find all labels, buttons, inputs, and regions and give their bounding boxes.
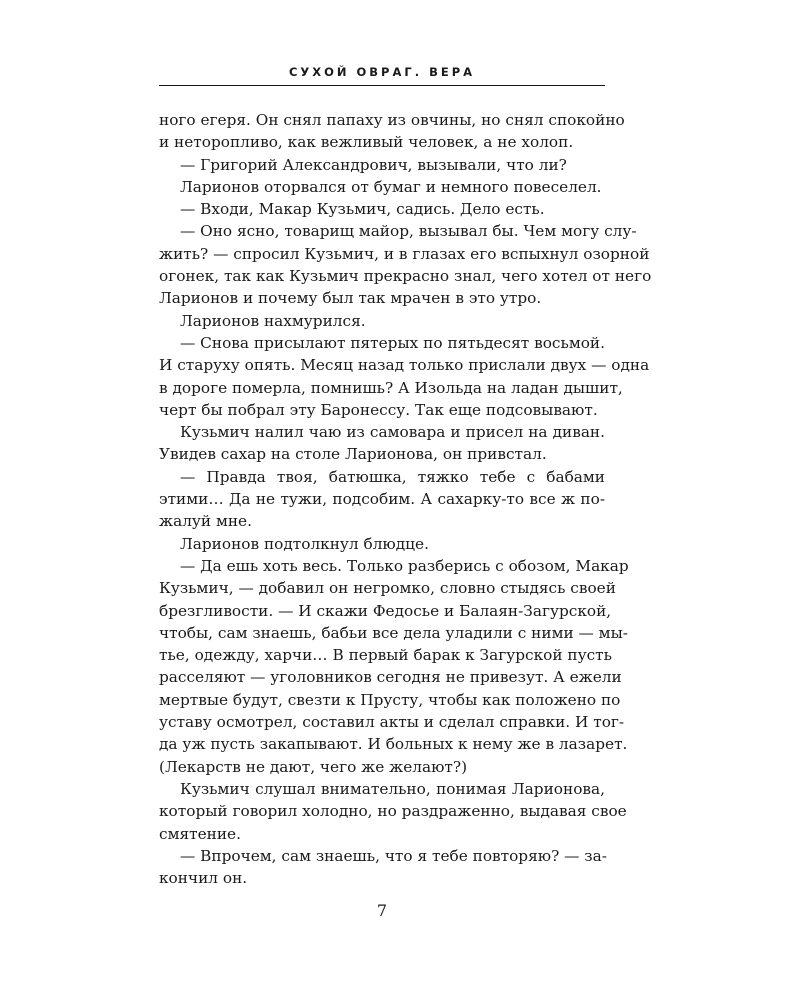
text-line: — Оно ясно, товарищ майор, вызывал бы. Чем могу слу-: [180, 222, 637, 241]
text-line: Кузьмич, — добавил он негромко, словно стыдясь своей: [159, 579, 616, 598]
body-text: [159, 109, 652, 889]
text-line: — Впрочем, сам знаешь, что я тебе повторяю? — за-: [180, 846, 607, 865]
text-line: чтобы, сам знаешь, бабьи все дела уладили с ними — мы-: [159, 623, 628, 642]
page-number: 7: [376, 901, 388, 920]
text-line: — Снова присылают пятерых по пятьдесят восьмой.: [180, 333, 605, 352]
text-line: черт бы побрал эту Баронессу. Так еще подсовывают.: [159, 400, 598, 419]
text-line: уставу осмотрел, составил акты и сделал справки. И тог-: [159, 713, 625, 732]
header-rule: [159, 85, 605, 86]
text-line: смятение.: [159, 824, 241, 843]
text-line: Кузьмич слушал внимательно, понимая Ларионова,: [180, 779, 605, 798]
text-line: И старуху опять. Месяц назад только прислали двух — одна: [159, 356, 650, 375]
running-head: СУХОЙ ОВРАГ. ВЕРА: [288, 65, 476, 79]
text-line: — Входи, Макар Кузьмич, садись. Дело есть.: [180, 200, 545, 219]
text-line: — Да ешь хоть весь. Только разберись с обозом, Макар: [180, 556, 629, 575]
text-line: — Правда твоя, батюшка, тяжко тебе с бабами: [180, 467, 605, 486]
text-line: расселяют — уголовников сегодня не привезут. А ежели: [159, 668, 622, 687]
text-line: Ларионов нахмурился.: [180, 311, 366, 330]
text-line: Увидев сахар на столе Ларионова, он привстал.: [159, 445, 547, 464]
text-line: Кузьмич налил чаю из самовара и присел на диван.: [180, 423, 605, 442]
text-line: в дороге померла, помнишь? А Изольда на ладан дышит,: [159, 378, 623, 397]
text-line: жалуй мне.: [159, 512, 252, 531]
text-line: (Лекарств не дают, чего же желают?): [159, 757, 468, 776]
text-line: да уж пусть закапывают. И больных к нему же в лазарет.: [159, 735, 628, 754]
text-line: который говорил холодно, но раздраженно, выдавая свое: [159, 802, 627, 821]
text-line: Ларионов оторвался от бумаг и немного повеселел.: [180, 177, 602, 196]
text-line: жить? — спросил Кузьмич, и в глазах его вспыхнул озорной: [159, 244, 650, 263]
text-line: Ларионов подтолкнул блюдце.: [180, 534, 429, 553]
text-line: кончил он.: [159, 869, 248, 888]
text-line: брезгливости. — И скажи Федосье и Балаян-Загурской,: [159, 601, 612, 620]
text-line: Ларионов и почему был так мрачен в это утро.: [159, 289, 542, 308]
text-line: огонек, так как Кузьмич прекрасно знал, чего хотел от него: [159, 267, 652, 286]
text-line: мертвые будут, свезти к Прусту, чтобы как положено по: [159, 690, 621, 709]
book-page: [159, 0, 652, 1000]
text-line: — Григорий Александрович, вызывали, что ли?: [180, 155, 567, 174]
text-line: тье, одежду, харчи… В первый барак к Загурской пусть: [159, 646, 612, 665]
text-line: и неторопливо, как вежливый человек, а не холоп.: [159, 133, 574, 152]
text-line: ного егеря. Он снял папаху из овчины, но снял спокойно: [159, 111, 625, 129]
text-line: этими… Да не тужи, подсобим. А сахарку-то все ж по-: [159, 490, 605, 509]
